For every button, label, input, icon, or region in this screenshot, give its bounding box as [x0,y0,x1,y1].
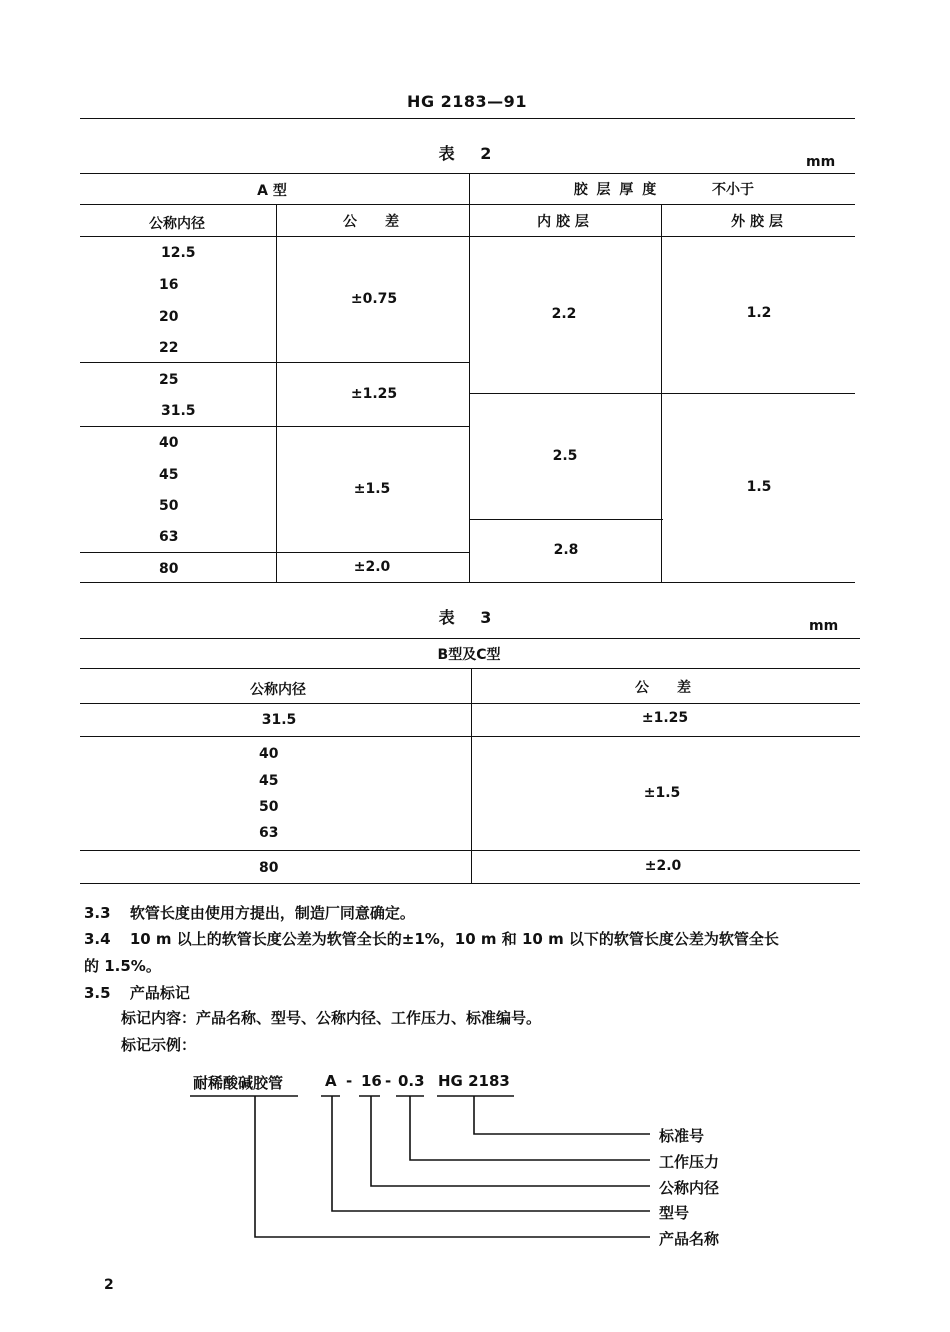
table2-diameter: 80 [159,561,179,577]
example-type: A [325,1072,337,1090]
table3-unit: mm [809,618,839,634]
section-number: 3.3 [84,904,111,922]
table2-diameter: 31.5 [161,403,196,419]
label-working-pressure: 工作压力 [659,1153,720,1171]
example-pressure: 0.3 [398,1072,425,1090]
table2-group-a: A 型 [257,183,287,199]
table2-tolerance: ±0.75 [350,291,398,307]
example-dash: - [346,1072,353,1090]
table3-diameter: 45 [259,773,279,789]
table2-thickness-note: 不小于 [712,182,754,198]
table3-col-tolerance: 公 差 [635,680,691,696]
table3-diameter: 80 [259,860,279,876]
section-3-4-continued: 的 1.5%。 [84,957,161,975]
table2-col-outer: 外 胶 层 [731,214,783,230]
table2-diameter: 45 [159,467,179,483]
table2-unit: mm [806,154,836,170]
table3-tolerance: ±1.25 [641,710,689,726]
example-dash: - [385,1072,392,1090]
label-standard-number: 标准号 [659,1127,705,1145]
table2-diameter: 20 [159,309,179,325]
section-text: 10 m 以上的软管长度公差为软管全长的±1%，10 m 和 10 m 以下的软管长度公差为软管全长 [129,930,779,948]
table3-group: B型及C型 [437,647,501,663]
table2-col-inner: 内 胶 层 [537,214,589,230]
table3-diameter: 63 [259,825,279,841]
table2-diameter: 22 [159,340,179,356]
table3-tolerance: ±1.5 [643,785,681,801]
table2-title: 表 2 [438,144,502,163]
example-standard: HG 2183 [438,1072,510,1090]
table2-diameter: 16 [159,277,179,293]
example-diameter: 16 [361,1072,382,1090]
section-number: 3.5 [84,984,111,1002]
table3-col-diameter: 公称内径 [250,682,306,698]
marking-content: 标记内容：产品名称、型号、公称内径、工作压力、标准编号。 [121,1009,542,1027]
section-title: 产品标记 [129,984,190,1002]
table2-outer: 1.2 [746,305,772,321]
table2-col-tolerance: 公 差 [343,214,399,230]
table2-diameter: 40 [159,435,179,451]
table2-inner: 2.2 [551,306,577,322]
section-text: 软管长度由使用方提出，制造厂同意确定。 [129,904,415,922]
table2-diameter: 25 [159,372,179,388]
table3-title: 表 3 [438,608,502,627]
label-product-name: 产品名称 [659,1230,720,1248]
example-product-name: 耐稀酸碱胶管 [193,1074,284,1092]
table3-diameter: 31.5 [261,712,297,728]
table3-diameter: 50 [259,799,279,815]
label-type: 型号 [659,1204,690,1222]
page-number: 2 [104,1277,114,1293]
table2-outer: 1.5 [746,479,772,495]
table2-group-thickness: 胶 层 厚 度 [573,182,659,198]
table2-inner: 2.5 [552,448,578,464]
label-nominal-diameter: 公称内径 [659,1179,720,1197]
table2-diameter: 12.5 [161,245,196,261]
section-number: 3.4 [84,930,111,948]
table2-diameter: 63 [159,529,179,545]
table3-tolerance: ±2.0 [644,858,682,874]
table2-tolerance: ±1.5 [353,481,391,497]
table2-inner: 2.8 [553,542,579,558]
table2-tolerance: ±1.25 [350,386,398,402]
table3-diameter: 40 [259,746,279,762]
table2-col-diameter: 公称内径 [149,216,205,232]
marking-example: 标记示例： [121,1036,197,1054]
standard-header: HG 2183—91 [407,92,527,111]
table2-tolerance: ±2.0 [353,559,391,575]
table2-diameter: 50 [159,498,179,514]
